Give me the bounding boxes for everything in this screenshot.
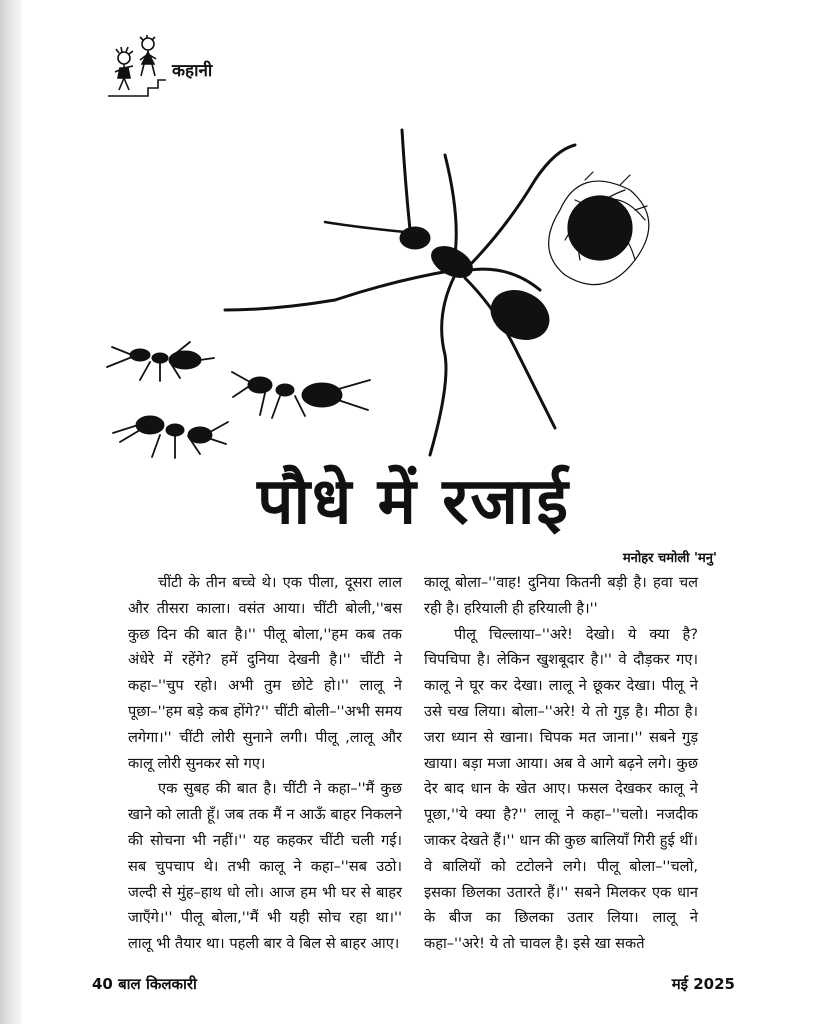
story-title: पौधे में रजाई (257, 465, 570, 539)
right-column (424, 570, 698, 957)
ants-illustration (60, 110, 660, 480)
page-number-magazine: 40 बाल किलकारी (92, 975, 197, 993)
paragraph: कालू बोला–''वाह! दुनिया कितनी बड़ी है। हवा चल रही है। हरियाली ही हरियाली है।'' (424, 574, 698, 617)
quilt-ball-icon (549, 172, 649, 285)
author-name: मनोहर चमोली 'मनु' (622, 551, 717, 566)
small-ant-icon (232, 372, 370, 418)
small-ant-icon (113, 416, 228, 458)
kids-logo-icon (104, 34, 168, 100)
paragraph: चींटी के तीन बच्चे थे। एक पीला, दूसरा लाल और तीसरा काला। वसंत आया। चींटी बोली,''बस कुछ दिन की बात है।'' पीलू बोला,''हम कब तक अंधेरे में रहेंगे? हमें दुनिया देखनी है।'' चींटी ने कहा–''चुप रहो। अभी तुम छोटे हो।'' लालू ने पूछा–''हम बड़े कब होंगे?'' चींटी बोली–''अभी समय लगेगा।'' चींटी लोरी सुनाने लगी। पीलू ,लालू और कालू लोरी सुनकर सो गए। (128, 574, 402, 772)
small-ant-icon (107, 342, 214, 381)
section-label: कहानी (172, 61, 213, 81)
paragraph: एक सुबह की बात है। चींटी ने कहा–''मैं कुछ खाने को लाती हूँ। जब तक मैं न आऊँ बाहर निकलने की सोचना भी नहीं।'' यह कहकर चींटी चली गई। सब चुपचाप थे। तभी कालू ने कहा–''सब उठो। जल्दी से मुंह–हाथ धो लो। आज हम भी घर से बाहर जाएँगे।'' पीलू बोला,''मैं भी यही सोच रहा था।'' लालू भी तैयार था। पहली बार वे बिल से बाहर आए। (128, 780, 402, 953)
issue-date: मई 2025 (671, 975, 735, 993)
left-column (128, 570, 402, 957)
paragraph: पीलू चिल्लाया–''अरे! देखो। ये क्या है? चिपचिपा है। लेकिन खुशबूदार है।'' वे दौड़कर गए। कालू ने घूर कर देखा। लालू ने छूकर देखा। पीलू ने उसे चख लिया। बोला–''अरे! ये तो गुड़ है। मीठा है। जरा ध्यान से खाना। चिपक मत जाना।'' सबने गुड़ खाया। बड़ा मजा आया। अब वे आगे बढ़ने लगे। कुछ देर बाद धान के खेत आए। फसल देखकर कालू ने पूछा,''ये क्या है?'' लालू ने कहा–''चलो। नजदीक जाकर देखते हैं।'' धान की कुछ बालियाँ गिरी हुई थीं। वे बालियों को टटोलने लगे। पीलू बोला–''चलो, इसका छिलका उतारते हैं।'' सबने मिलकर एक धान के बीज का छिलका उतार लिया। लालू ने कहा–''अरे! ये तो चावल है। इसे खा सकते (424, 625, 698, 953)
big-ant-icon (225, 130, 575, 455)
